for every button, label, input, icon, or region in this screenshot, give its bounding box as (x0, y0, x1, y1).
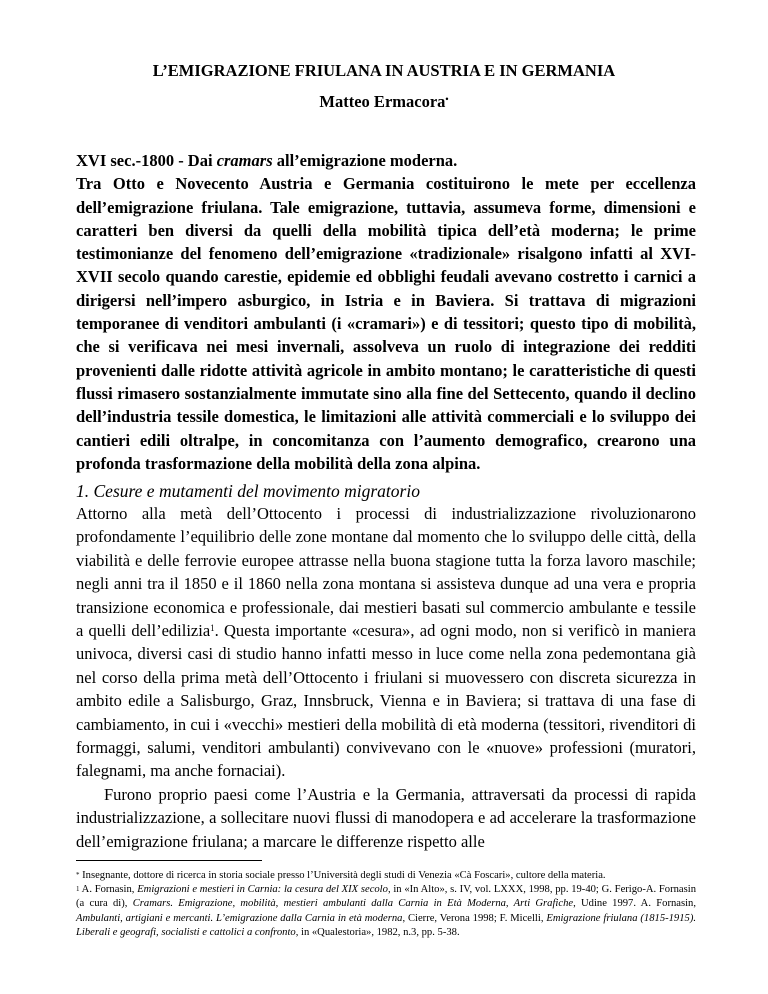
document-title: L’EMIGRAZIONE FRIULANA IN AUSTRIA E IN GERMANIA (152, 61, 616, 80)
document-author (0, 92, 768, 112)
abstract-text: Tra Otto e Novecento Austria e Germania costituirono le mete per eccellenza dell’emigrazione friulana. Tale emigrazione, tuttavia, assumeva forme, dimensioni e caratteri ben diversi da quelli della mobilità tipica dell’età moderna; le prime testimonianze del fenomeno dell’emigrazione «tradizionale» risalgono infatti al XVI-XVII secolo quando carestie, epidemie ed obblighi feudali avevano costretto i carnici a dirigersi nell’impero asburgico, in Istria e in Baviera. Si trattava di migrazioni temporanee di venditori ambulanti (i «cramari») e di tessitori; questo tipo di mobilità, che si verificava nei mesi invernali, assolveva un ruolo di integrazione dei redditi provenienti dalle ridotte attività agricole in ambito montano; le caratteristiche di questi flussi rimasero sostanzialmente immutate sino alla fine del Settecento, quando il declino dell’industria tessile domestica, le limitazioni alle attività commerciali e lo sviluppo dei cantieri edili oltralpe, in concomitanza con l’aumento demografico, crearono una profonda trasformazione della mobilità della zona alpina. (76, 174, 696, 473)
author-footnote-marker: • (445, 94, 449, 104)
fn1-part-a: A. Fornasin, (79, 884, 138, 896)
fn1-part-f: Ambulanti, artigiani e mercanti. L’emigrazione dalla Carnia in età moderna (76, 912, 403, 924)
paragraph-1-part-a: Attorno alla metà dell’Ottocento i processi di industrializzazione rivoluzionarono profondamente l’equilibrio delle zone montane dal momento che lo sviluppo delle città, della viabilità e delle ferrovie europee attrasse nella buona stagione tutta la forza lavoro maschile; negli anni tra il 1850 e il 1860 nella zona montana si assisteva dunque ad una vera e propria transizione economica e professionale, dai mestieri basati sul commercio ambulante e tessile a quelli dell’edilizia (76, 504, 696, 641)
abstract-heading (76, 149, 696, 172)
abstract-heading-prefix: XVI sec.-1800 - Dai (76, 151, 217, 170)
abstract-heading-suffix: all’emigrazione moderna. (272, 151, 458, 170)
footnotes (76, 869, 696, 940)
footnote-1-marker: 1 (76, 885, 80, 894)
body-text (76, 502, 696, 853)
fn1-part-e: , Udine 1997. A. Fornasin, (573, 898, 696, 910)
footnote-ref-1[interactable]: 1 (210, 623, 215, 634)
paragraph-2: Furono proprio paesi come l’Austria e la Germania, attraversati da processi di rapida industrializzazione, a sollecitare nuovi flussi di manodopera e ad accelerare la trasformazione dell’emigrazione friulana; a marcare le differenze rispetto alle (76, 784, 696, 851)
paragraph-1-part-b: . Questa importante «cesura», ad ogni modo, non si verificò in maniera univoca, diversi casi di studio hanno infatti messo in luce come nella zona pedemontana già nel corso della prima metà dell’Ottocento i friulani si muovessero con discreta sicurezza in ambito edile a Salisburgo, Graz, Innsbruck, Vienna e in Baviera; si trattava di una fase di cambiamento, in cui i «vecchi» mestieri della mobilità di età moderna (tessitori, rivenditori di formaggi, salumi, venditori ambulanti) convivevano con le «nuove» professioni (muratori, falegnami, ma anche fornaciai). (76, 621, 696, 781)
paragraph-1 (76, 502, 696, 783)
author-name: Matteo Ermacora (319, 92, 446, 111)
fn1-part-g: , Cierre, Verona 1998; F. Micelli, (402, 912, 547, 924)
fn1-part-c: , in «In Alto», s. IV, vol. LXXX, 1998, pp. 19-40; G. Ferigo-A. Fornasin (a cura di), (76, 884, 696, 910)
fn1-part-b: Emigrazioni e mestieri in Carnia: la cesura del XIX secolo (137, 884, 388, 896)
section-heading: 1. Cesure e mutamenti del movimento migratorio (76, 481, 420, 501)
footnote-author (76, 869, 696, 883)
footnote-author-text: Insegnante, dottore di ricerca in storia sociale presso l’Università degli studi di Venezia «Cà Foscari», cultore della materia. (79, 870, 606, 881)
footnote-divider (76, 860, 262, 861)
footnote-1 (76, 883, 696, 940)
fn1-part-d: Cramars. Emigrazione, mobilità, mestieri ambulanti dalla Carnia in Età Moderna, Arti Grafiche (132, 898, 574, 910)
footnote-author-marker: * (76, 871, 80, 879)
fn1-part-i: , in «Qualestoria», 1982, n.3, pp. 5-38. (295, 926, 460, 938)
fn1-part-h: Emigrazione friulana (1815-1915). Liberali e geografi, socialisti e cattolici a confronto (76, 912, 697, 938)
abstract-heading-italic: cramars (216, 151, 273, 170)
abstract (76, 149, 696, 475)
